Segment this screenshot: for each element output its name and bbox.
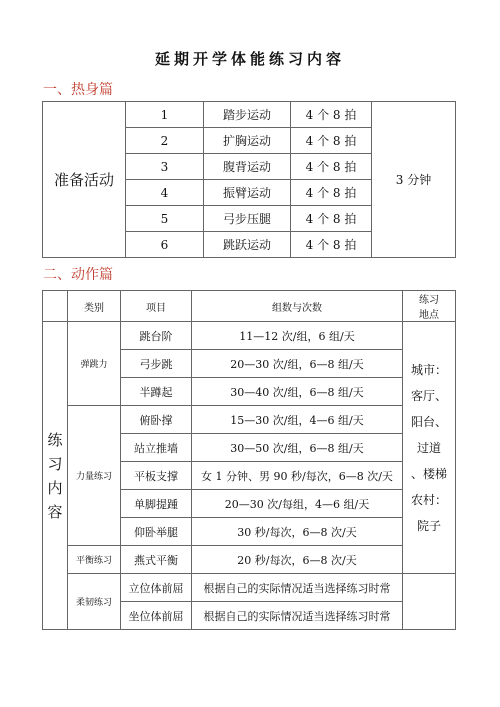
place-line: 阳台、 [410,414,447,429]
item-sets: 11—12 次/组，6 组/天 [192,322,403,350]
warmup-count: 4 个 8 拍 [291,206,372,232]
side-label-char: 容 [47,502,63,521]
item-sets: 30—50 次/组，6—8 组/天 [192,434,403,462]
warmup-no: 2 [126,128,204,154]
category-balance: 平衡练习 [68,546,121,574]
place-line: 过道 [416,440,441,455]
warmup-count: 4 个 8 拍 [291,128,372,154]
place-line: 院子 [416,518,441,533]
place-line: 、楼梯 [410,466,447,481]
item-name: 单脚提踵 [121,490,192,518]
header-place-line: 练习 [419,295,439,306]
warmup-name: 踏步运动 [204,102,291,128]
item-sets: 根据自己的实际情况适当选择练习时常 [192,574,403,602]
item-name: 平板支撑 [121,462,192,490]
item-name: 站立推墙 [121,434,192,462]
warmup-name: 跳跃运动 [204,232,291,258]
side-label [43,322,68,630]
item-sets: 20 秒/每次，6—8 次/天 [192,546,403,574]
warmup-no: 3 [126,154,204,180]
header-category: 类别 [68,291,121,322]
warmup-group-label: 准备活动 [43,102,126,258]
side-label-char: 习 [47,454,63,473]
warmup-name: 腹背运动 [204,154,291,180]
warmup-no: 6 [126,232,204,258]
warmup-count: 4 个 8 拍 [291,102,372,128]
page-title: 延期开学体能练习内容 [154,50,345,68]
item-name: 仰卧举腿 [121,518,192,546]
place-line: 城市： [410,362,447,377]
table-row [43,406,456,434]
warmup-name: 振臂运动 [204,180,291,206]
item-sets: 20—30 次/组，6—8 组/天 [192,350,403,378]
action-table [42,290,456,630]
place-line: 农村： [410,492,447,507]
section-heading-warmup: 一、热身篇 [43,82,113,98]
warmup-no: 1 [126,102,204,128]
section-heading-action: 二、动作篇 [43,267,113,283]
item-sets: 30—40 次/组，6—8 组/天 [192,378,403,406]
side-label-char: 内 [47,478,63,497]
warmup-count: 4 个 8 拍 [291,232,372,258]
warmup-count: 4 个 8 拍 [291,154,372,180]
table-row [43,574,456,602]
item-sets: 20—30 次/每组，4—6 组/天 [192,490,403,518]
warmup-name: 弓步压腿 [204,206,291,232]
place-line: 客厅、 [410,388,447,403]
category-flex: 柔韧练习 [68,574,121,630]
item-name: 跳台阶 [121,322,192,350]
category-jump: 弹跳力 [68,322,121,406]
header-item: 项目 [121,291,192,322]
header-blank [43,291,68,322]
item-name: 立位体前屈 [121,574,192,602]
item-sets: 15—30 次/组，4—6 组/天 [192,406,403,434]
warmup-table [42,101,456,258]
table-header-row [43,291,456,322]
table-row [43,546,456,574]
item-sets: 30 秒/每次，6—8 次/天 [192,518,403,546]
header-place-line: 地点 [419,310,439,321]
side-label-char: 练 [47,430,63,449]
item-name: 燕式平衡 [121,546,192,574]
warmup-no: 4 [126,180,204,206]
warmup-no: 5 [126,206,204,232]
item-name: 半蹲起 [121,378,192,406]
table-row [43,102,456,128]
warmup-name: 扩胸运动 [204,128,291,154]
category-strength: 力量练习 [68,406,121,546]
item-name: 坐位体前屈 [121,602,192,630]
item-sets: 根据自己的实际情况适当选择练习时常 [192,602,403,630]
item-sets: 女 1 分钟、男 90 秒/每次，6—8 次/天 [192,462,403,490]
warmup-duration: 3 分钟 [372,102,456,258]
place-blank [403,574,456,630]
item-name: 俯卧撑 [121,406,192,434]
practice-place [403,322,456,574]
warmup-count: 4 个 8 拍 [291,180,372,206]
header-sets: 组数与次数 [192,291,403,322]
header-place [403,291,456,322]
item-name: 弓步跳 [121,350,192,378]
table-row [43,322,456,350]
